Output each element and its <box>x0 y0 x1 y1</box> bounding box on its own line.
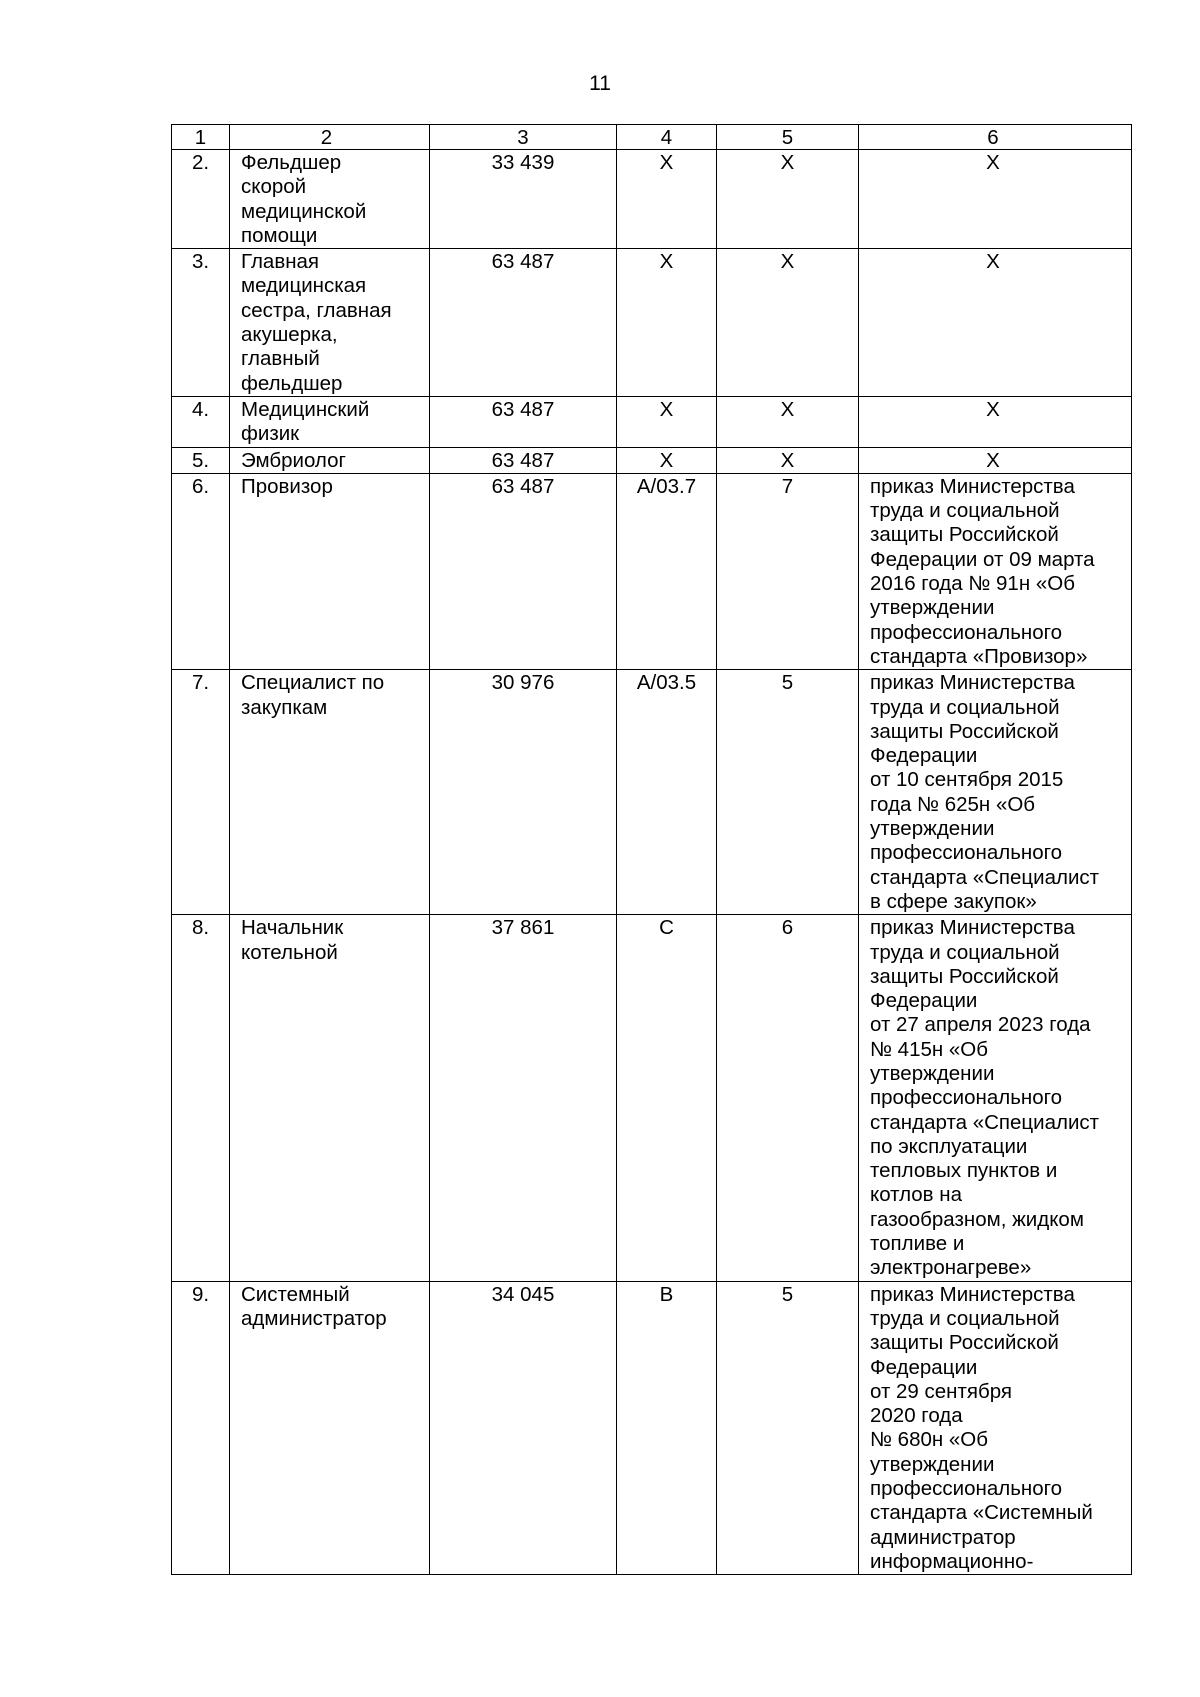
salary-value: 30 976 <box>430 670 617 915</box>
table-row <box>172 150 1132 249</box>
row-number: 2. <box>172 150 230 249</box>
table-row <box>172 473 1132 669</box>
position-name: Фельдшер скорой медицинской помощи <box>230 150 430 249</box>
position-name: Системный администратор <box>230 1281 430 1575</box>
header-cell-4: 4 <box>617 125 717 150</box>
table-row <box>172 447 1132 473</box>
salary-value: 34 045 <box>430 1281 617 1575</box>
row-number: 8. <box>172 915 230 1281</box>
qualification-level: 5 <box>717 670 859 915</box>
table-row <box>172 670 1132 915</box>
row-number: 9. <box>172 1281 230 1575</box>
salary-value: 63 487 <box>430 473 617 669</box>
page-number: 11 <box>589 72 611 95</box>
row-number: 5. <box>172 447 230 473</box>
function-code: Х <box>617 396 717 447</box>
qualification-level: Х <box>717 396 859 447</box>
function-code: В <box>617 1281 717 1575</box>
regulatory-document: приказ Министерства труда и социальной защиты Российской Федерации от 29 сентября 2020 года № 680н «Об утверждении профессионального стандарта «Системный администратор информационно- <box>859 1281 1132 1575</box>
function-code: Х <box>617 447 717 473</box>
function-code: А/03.7 <box>617 473 717 669</box>
function-code: Х <box>617 150 717 249</box>
regulatory-document: приказ Министерства труда и социальной защиты Российской Федерации от 09 марта 2016 года № 91н «Об утверждении профессионального стандарта «Провизор» <box>859 473 1132 669</box>
qualification-level: Х <box>717 249 859 397</box>
header-cell-2: 2 <box>230 125 430 150</box>
row-number: 3. <box>172 249 230 397</box>
header-cell-5: 5 <box>717 125 859 150</box>
regulatory-document: Х <box>859 396 1132 447</box>
function-code: С <box>617 915 717 1281</box>
row-number: 6. <box>172 473 230 669</box>
salary-value: 33 439 <box>430 150 617 249</box>
row-number: 7. <box>172 670 230 915</box>
salary-value: 63 487 <box>430 396 617 447</box>
table-row <box>172 1281 1132 1575</box>
qualification-level: 5 <box>717 1281 859 1575</box>
regulatory-document: Х <box>859 150 1132 249</box>
regulatory-document: приказ Министерства труда и социальной защиты Российской Федерации от 10 сентября 2015 года № 625н «Об утверждении профессионального стандарта «Специалист в сфере закупок» <box>859 670 1132 915</box>
position-name: Главная медицинская сестра, главная акушерка, главный фельдшер <box>230 249 430 397</box>
position-name: Специалист по закупкам <box>230 670 430 915</box>
position-name: Начальник котельной <box>230 915 430 1281</box>
salary-value: 63 487 <box>430 447 617 473</box>
salary-value: 63 487 <box>430 249 617 397</box>
header-cell-6: 6 <box>859 125 1132 150</box>
regulatory-document: Х <box>859 249 1132 397</box>
header-cell-1: 1 <box>172 125 230 150</box>
qualification-level: 6 <box>717 915 859 1281</box>
function-code: Х <box>617 249 717 397</box>
table-row <box>172 396 1132 447</box>
table-row <box>172 915 1132 1281</box>
position-name: Медицинский физик <box>230 396 430 447</box>
row-number: 4. <box>172 396 230 447</box>
regulatory-document: приказ Министерства труда и социальной защиты Российской Федерации от 27 апреля 2023 года № 415н «Об утверждении профессионального стандарта «Специалист по эксплуатации тепловых пунктов и котлов на газообразном, жидком топливе и электронагреве» <box>859 915 1132 1281</box>
qualification-level: 7 <box>717 473 859 669</box>
table-header-row <box>172 125 1132 150</box>
qualification-level: Х <box>717 150 859 249</box>
qualification-level: Х <box>717 447 859 473</box>
position-name: Эмбриолог <box>230 447 430 473</box>
regulatory-document: Х <box>859 447 1132 473</box>
function-code: А/03.5 <box>617 670 717 915</box>
header-cell-3: 3 <box>430 125 617 150</box>
staff-table <box>171 124 1132 1575</box>
salary-value: 37 861 <box>430 915 617 1281</box>
table-row <box>172 249 1132 397</box>
position-name: Провизор <box>230 473 430 669</box>
